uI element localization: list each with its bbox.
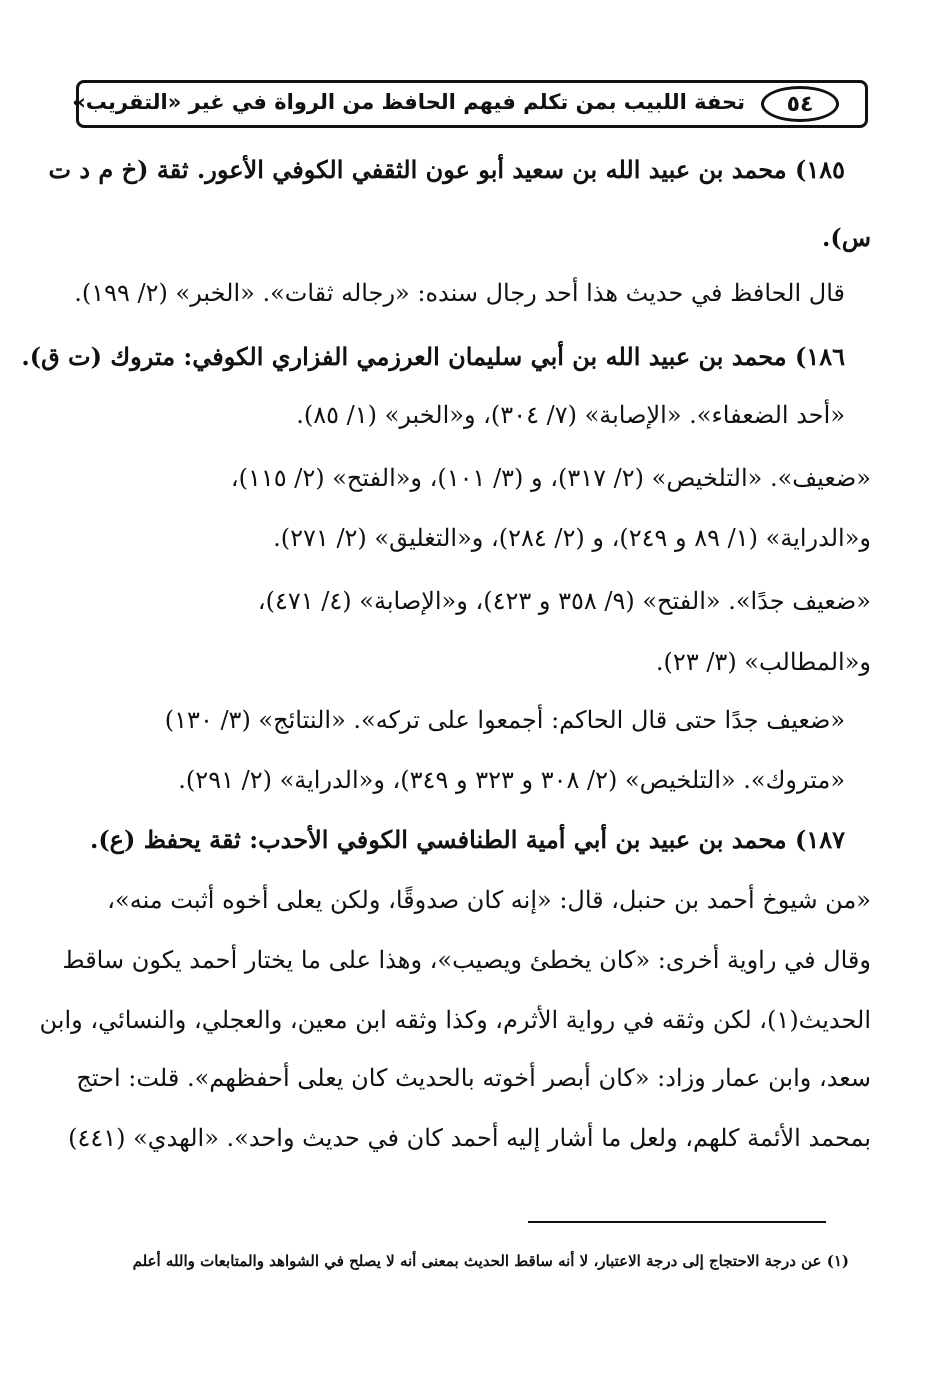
- entry-187-heading: ١٨٧) محمد بن عبيد بن أبي أمية الطنافسي الكوفي الأحدب: ثقة يحفظ (ع).: [89, 825, 845, 854]
- entry-185-heading-cont: س).: [821, 223, 871, 252]
- entry-186-heading: ١٨٦) محمد بن عبيد الله بن أبي سليمان العرزمي الفزاري الكوفي: متروك (ت ق).: [21, 342, 845, 371]
- entry-186-quote-2: «ضعيف». «التلخيص» (٢/ ٣١٧)، و (٣/ ١٠١)، و«الفتح» (٢/ ١١٥)،: [230, 464, 871, 492]
- entry-187-quote-line-5: بمحمد الأئمة كلهم، ولعل ما أشار إليه أحمد كان في حديث واحد». «الهدي» (٤٤١): [68, 1124, 871, 1152]
- entry-186-quote-5: «متروك». «التلخيص» (٢/ ٣٠٨ و ٣٢٣ و ٣٤٩)، و«الدراية» (٢/ ٢٩١).: [178, 766, 845, 794]
- entry-186-quote-1: «أحد الضعفاء». «الإصابة» (٧/ ٣٠٤)، و«الخبر» (١/ ٨٥).: [296, 401, 845, 429]
- entry-185-quote: قال الحافظ في حديث هذا أحد رجال سنده: «رجاله ثقات». «الخبر» (٢/ ١٩٩).: [74, 279, 845, 307]
- footnote-separator: [528, 1221, 826, 1223]
- entry-186-quote-3: «ضعيف جدًا». «الفتح» (٩/ ٣٥٨ و ٤٢٣)، و«الإصابة» (٤/ ٤٧١)،: [257, 587, 871, 615]
- entry-187-quote-line-3: الحديث(١)، لكن وثقه في رواية الأثرم، وكذا وثقه ابن معين، والعجلي، والنسائي، وابن: [39, 1006, 871, 1034]
- page-number: ٥٤: [786, 91, 814, 117]
- footnote-1: (١) عن درجة الاحتجاج إلى درجة الاعتبار، لا أنه ساقط الحديث بمعنى أنه لا يصلح في الشواهد والمتابعات والله أعلم: [132, 1252, 849, 1270]
- running-title: تحفة اللبيب بمن تكلم فيهم الحافظ من الرواة في غير «التقريب»: [72, 90, 745, 114]
- entry-185-heading: ١٨٥) محمد بن عبيد الله بن سعيد أبو عون الثقفي الكوفي الأعور. ثقة (خ م د ت: [48, 155, 845, 184]
- entry-186-quote-4: «ضعيف جدًا حتى قال الحاكم: أجمعوا على تركه». «النتائج» (٣/ ١٣٠): [164, 706, 845, 734]
- entry-187-quote-line-1: «من شيوخ أحمد بن حنبل، قال: «إنه كان صدوقًا، ولكن يعلى أخوه أثبت منه»،: [107, 886, 871, 914]
- entry-186-quote-3-cont: و«المطالب» (٣/ ٢٣).: [655, 648, 871, 676]
- entry-186-quote-2-cont: و«الدراية» (١/ ٨٩ و ٢٤٩)، و (٢/ ٢٨٤)، و«التغليق» (٢/ ٢٧١).: [273, 524, 871, 552]
- entry-187-quote-line-2: وقال في راوية أخرى: «كان يخطئ ويصيب»، وهذا على ما يختار أحمد يكون ساقط: [62, 946, 871, 974]
- page-number-badge: [761, 86, 839, 122]
- page-header: [72, 80, 868, 128]
- entry-187-quote-line-4: سعد، وابن عمار وزاد: «كان أبصر أخوته بالحديث كان يعلى أحفظهم». قلت: احتج: [76, 1064, 871, 1092]
